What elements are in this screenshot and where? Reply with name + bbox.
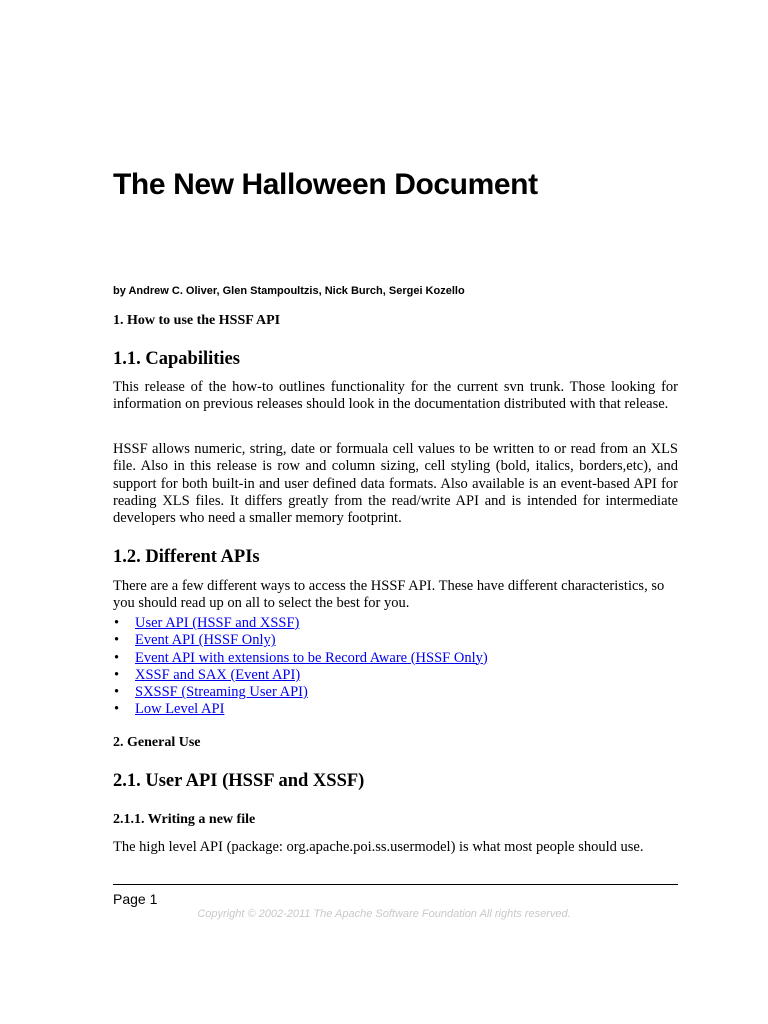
link-user-api[interactable]: User API (HSSF and XSSF) — [135, 615, 300, 631]
list-item — [113, 684, 678, 701]
link-event-api-record-aware[interactable]: Event API with extensions to be Record Aware (HSSF Only) — [135, 649, 488, 666]
different-apis-paragraph: There are a few different ways to access the HSSF API. These have different characteristics, so you should read up on all to select the best for you. — [113, 578, 665, 612]
list-item — [113, 615, 678, 632]
api-links-list — [113, 615, 678, 719]
list-item — [113, 701, 678, 718]
list-item — [113, 632, 678, 649]
bullet-icon: • — [114, 701, 120, 718]
capabilities-paragraph-2: HSSF allows numeric, string, date or formuala cell values to be written to or read from an XLS file. Also in this release is row and column sizing, cell styling (bold, italics, borders,etc), and support for both built-in and user defined data formats. Also available is an event-based API for reading XLS files. It differs greatly from the read/write API and is intended for intermediate developers who need a smaller memory footprint. — [113, 441, 678, 527]
authors-line: by Andrew C. Oliver, Glen Stampoultzis, Nick Burch, Sergei Kozello — [113, 285, 465, 297]
section-heading-2-1-1: 2.1.1. Writing a new file — [113, 812, 256, 827]
section-heading-2: 2. General Use — [113, 735, 201, 750]
link-event-api[interactable]: Event API (HSSF Only) — [135, 632, 276, 649]
link-low-level-api[interactable]: Low Level API — [135, 701, 225, 718]
list-item — [113, 650, 678, 667]
bullet-icon: • — [114, 615, 120, 631]
capabilities-paragraph-1: This release of the how-to outlines functionality for the current svn trunk. Those looking for information on previous releases should look in the documentation distributed with that release. — [113, 379, 678, 413]
document-title: The New Halloween Document — [113, 168, 538, 201]
link-sxssf[interactable]: SXSSF (Streaming User API) — [135, 684, 308, 701]
page-number: Page 1 — [113, 891, 158, 907]
section-heading-2-1: 2.1. User API (HSSF and XSSF) — [113, 771, 365, 791]
link-xssf-and-sax[interactable]: XSSF and SAX (Event API) — [135, 666, 301, 683]
section-heading-1-2: 1.2. Different APIs — [113, 547, 260, 567]
writing-new-file-paragraph: The high level API (package: org.apache.poi.ss.usermodel) is what most people should use. — [113, 839, 644, 855]
bullet-icon: • — [114, 632, 120, 649]
bullet-icon: • — [114, 666, 120, 683]
section-heading-1: 1. How to use the HSSF API — [113, 313, 281, 328]
bullet-icon: • — [114, 684, 120, 701]
list-item — [113, 667, 678, 684]
copyright-notice: Copyright © 2002-2011 The Apache Software Foundation All rights reserved. — [197, 908, 571, 920]
section-heading-1-1: 1.1. Capabilities — [113, 349, 240, 369]
bullet-icon: • — [114, 649, 120, 666]
footer-divider — [113, 884, 678, 885]
